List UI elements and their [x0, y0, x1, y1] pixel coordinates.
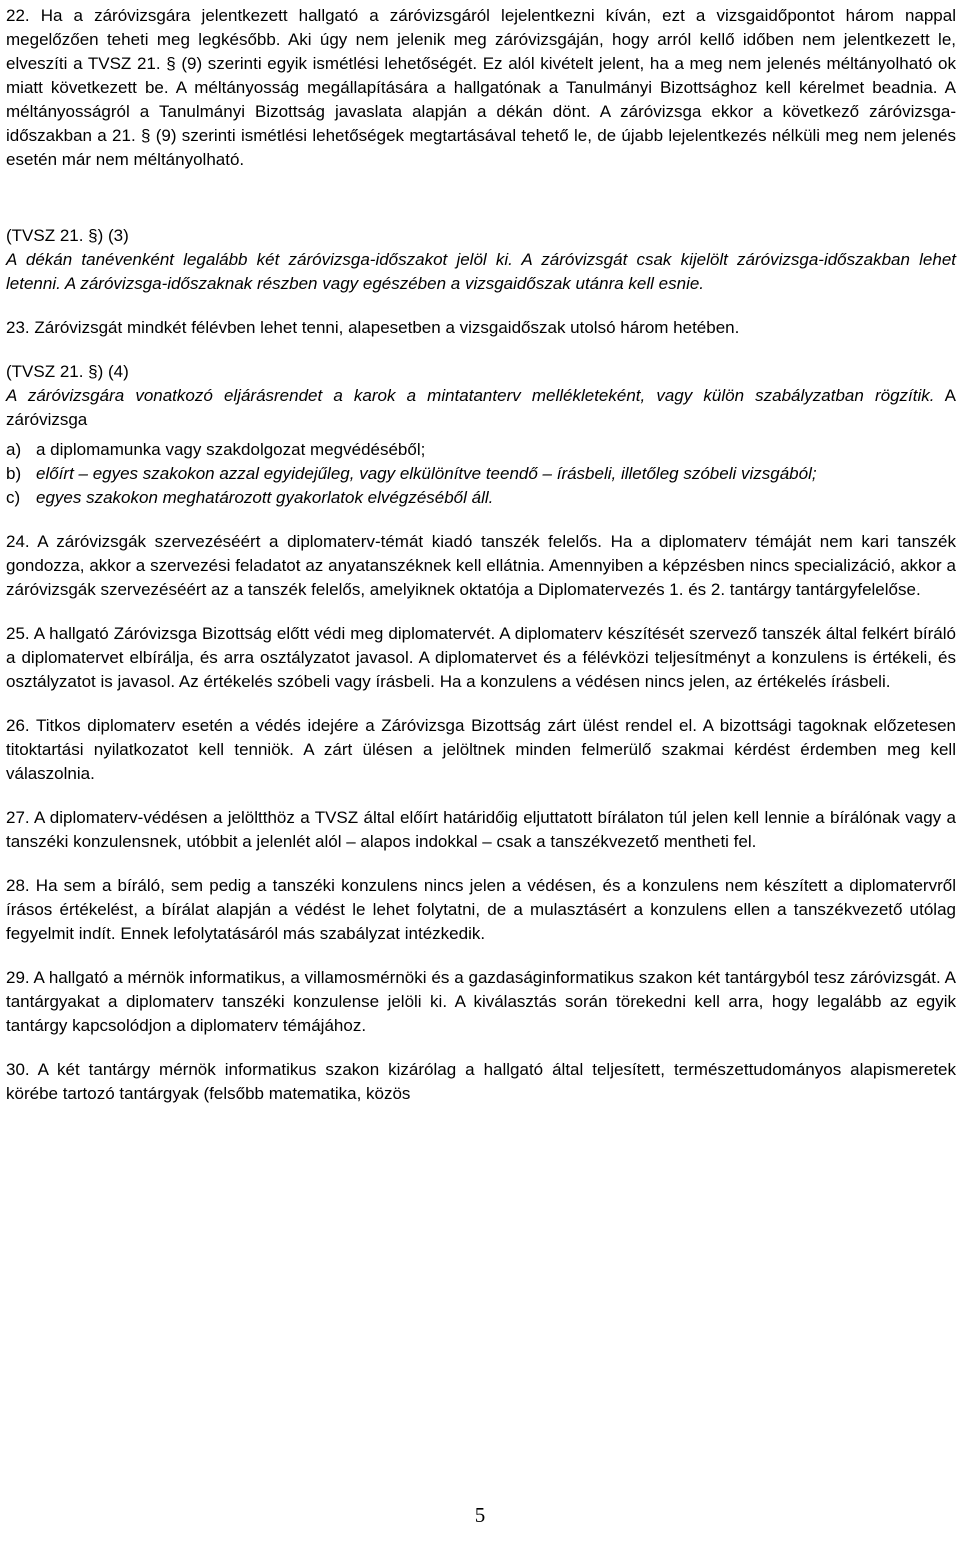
reference-heading-3: (TVSZ 21. §) (3) [6, 226, 129, 245]
list-item-text: előírt – egyes szakokon azzal egyidejűleg, vagy elkülönítve teendő – írásbeli, illetőleg szóbeli vizsgából; [36, 464, 817, 483]
paragraph-28: 28. Ha sem a bíráló, sem pedig a tanszéki konzulens nincs jelen a védésen, és a konzulens nem készített a diplomatervről írásos értékelést, a bírálat alapján a védést le lehet folytatni, de a mulasztásért a konzulens ellen a tanszékvezető utólag fegyelmit indít. Ennek lefolytatásáról más szabályzat intézkedik. [6, 876, 956, 943]
reference-text-4-italic: A záróvizsgára vonatkozó eljárásrendet a karok a mintatanterv mellékleteként, vagy külön szabályzatban rögzítik. [6, 386, 935, 405]
paragraph-29: 29. A hallgató a mérnök informatikus, a villamosmérnöki és a gazdaságinformatikus szakon két tantárgyból tesz záróvizsgát. A tantárgyakat a diplomaterv tanszéki konzulense jelöli ki. A kiválasztás során törekedni kell arra, hogy legalább az egyik tantárgy kapcsolódjon a diplomaterv témájához. [6, 968, 956, 1035]
paragraph-23: 23. Záróvizsgát mindkét félévben lehet tenni, alapesetben a vizsgaidőszak utolsó három hetében. [6, 318, 740, 337]
list-item-text: a diplomamunka vagy szakdolgozat megvédéséből; [36, 440, 426, 459]
page-number: 5 [474, 1503, 486, 1527]
paragraph-26: 26. Titkos diplomaterv esetén a védés idejére a Záróvizsga Bizottság zárt ülést rendel el. A bizottsági tagoknak előzetesen titoktartási nyilatkozatot kell tenniök. A zárt ülésen a jelöltnek minden felmerülő szakmai kérdést érdemben meg kell válaszolnia. [6, 716, 956, 783]
list-item-text: egyes szakokon meghatározott gyakorlatok elvégzéséből áll. [36, 488, 494, 507]
list-item-label: c) [6, 488, 21, 507]
reference-text-3: A dékán tanévenként legalább két záróvizsga-időszakot jelöl ki. A záróvizsgát csak kijelölt záróvizsga-időszakban lehet letenni. A záróvizsga-időszaknak részben vagy egészében a vizsgaidőszak utánra kell esnie. [6, 250, 956, 293]
reference-text-4 [6, 384, 956, 432]
reference-list [6, 438, 956, 510]
paragraph-24: 24. A záróvizsgák szervezéséért a diplomaterv-témát kiadó tanszék felelős. Ha a diplomaterv témáját nem kari tanszék gondozza, akkor a szervezési feladatot az anyatanszéknek kell ellátnia. Amennyiben a képzésben nincs specializáció, akkor a záróvizsgák szervezéséért az a tanszék felelős, amelyiknek oktatója a Diplomatervezés 1. és 2. tantárgy tantárgyfelelőse. [6, 532, 956, 599]
paragraph-27: 27. A diplomaterv-védésen a jelöltthöz a TVSZ által előírt határidőig eljuttatott bírálaton túl jelen kell lennie a bírálónak vagy a tanszéki konzulensnek, utóbbit a jelenlét alól – alapos indokkal – csak a tanszékvezető mentheti fel. [6, 808, 956, 851]
list-item [6, 462, 956, 486]
list-item-label: a) [6, 440, 22, 459]
reference-text-4-plain: A záróvizsga [6, 386, 956, 429]
paragraph-25: 25. A hallgató Záróvizsga Bizottság előtt védi meg diplomatervét. A diplomaterv készítését szervező tanszék által felkért bíráló a diplomatervet elbírálja, és arra osztályzatot javasol. A diplomatervet és a félévközi teljesítményt a konzulens is értékeli, és osztályzatot is javasol. Az értékelés szóbeli vagy írásbeli. Ha a konzulens a védésen nincs jelen, az értékelés írásbeli. [6, 624, 956, 691]
paragraph-22: 22. Ha a záróvizsgára jelentkezett hallgató a záróvizsgáról lejelentkezni kíván, ezt a vizsgaidőpontot három nappal megelőzően teheti meg legkésőbb. Aki úgy nem jelenik meg záróvizsgáján, hogy arról kellő időben nem jelentkezett le, elveszíti a TVSZ 21. § (9) szerinti egyik ismétlési lehetőségét. Ez alól kivételt jelent, ha a meg nem jelenés méltányolható ok miatt következett be. A méltányosság megállapítására a hallgatónak a Tanulmányi Bizottsághoz kell kérelmet beadnia. A méltányosságról a Tanulmányi Bizottság javaslata alapján a dékán dönt. A záróvizsga ekkor a következő záróvizsga-időszakban a 21. § (9) szerinti ismétlési lehetőségek megtartásával tehető le, de újabb lejelentkezés nélküli meg nem jelenés esetén már nem méltányolható. [6, 6, 956, 169]
list-item [6, 438, 956, 462]
paragraph-30: 30. A két tantárgy mérnök informatikus szakon kizárólag a hallgató által teljesített, természettudományos alapismeretek körébe tartozó tantárgyak (felsőbb matematika, közös [6, 1060, 956, 1103]
list-item [6, 486, 956, 510]
reference-heading-4: (TVSZ 21. §) (4) [6, 362, 129, 381]
list-item-label: b) [6, 464, 22, 483]
